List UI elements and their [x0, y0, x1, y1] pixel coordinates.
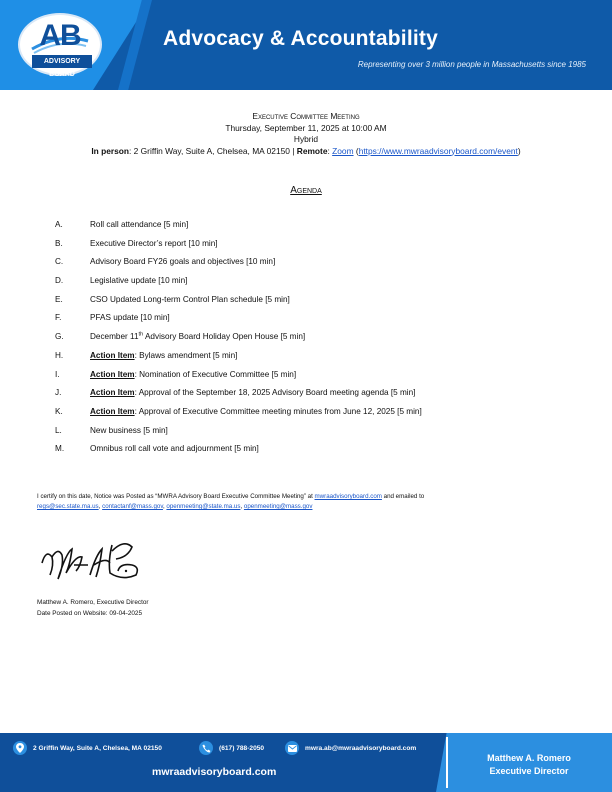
agenda-letter: G.	[55, 332, 64, 342]
advisory-board-logo	[18, 13, 102, 76]
footer-name: Matthew A. Romero	[487, 753, 571, 763]
agenda-letter: B.	[55, 238, 63, 248]
date-posted: Date Posted on Website: 09-04-2025	[37, 609, 143, 617]
email-link[interactable]: openmeeting@mass.gov	[243, 503, 313, 510]
footer-bar	[0, 733, 612, 792]
meeting-title: Executive Committee Meeting	[252, 111, 360, 121]
agenda-item	[55, 443, 422, 462]
agenda-letter: L.	[55, 425, 62, 435]
footer-website[interactable]: mwraadvisoryboard.com	[152, 766, 277, 778]
footer-role: Executive Director	[489, 766, 569, 776]
agenda-text: Omnibus roll call vote and adjournment [5 min]	[90, 444, 259, 454]
agenda-letter: E.	[55, 294, 63, 304]
email-link[interactable]: openmeeting@state.ma.us	[166, 503, 241, 510]
letterhead-banner	[0, 0, 612, 90]
agenda-item	[55, 331, 422, 350]
agenda-text	[90, 406, 422, 425]
action-item-label: Action Item	[90, 369, 135, 379]
footer-email	[285, 741, 416, 755]
agenda-item	[55, 312, 422, 331]
agenda-text-post: : Bylaws amendment [5 min]	[134, 350, 238, 360]
map-pin-icon	[13, 741, 27, 755]
agenda-text	[90, 369, 296, 388]
certify-emails: regs@sec.state.ma.us, contactanf@mass.gov, openmeeting@state.ma.us, openmeeting@mass.gov	[37, 503, 313, 510]
agenda-letter: J.	[55, 388, 62, 398]
agenda-heading: Agenda	[290, 185, 322, 196]
agenda-text-post: Advisory Board Holiday Open House [5 min]	[143, 332, 306, 342]
agenda-item	[55, 350, 422, 369]
meeting-location: In person: 2 Griffin Way, Suite A, Chelsea, MA 02150 | Remote: Zoom (https://www.mwraadvisoryboard.com/event)	[91, 145, 521, 156]
event-url-link[interactable]: https://www.mwraadvisoryboard.com/event	[358, 145, 518, 156]
meeting-format: Hybrid	[293, 134, 319, 144]
handwritten-signature	[36, 535, 146, 585]
zoom-link[interactable]: Zoom	[332, 145, 354, 156]
agenda-text: CSO Updated Long-term Control Plan schedule [5 min]	[90, 294, 290, 304]
footer-address-text: 2 Griffin Way, Suite A, Chelsea, MA 02150	[33, 744, 162, 752]
agenda-text	[90, 387, 415, 406]
agenda-letter: A.	[55, 220, 63, 229]
footer-email-text[interactable]: mwra.ab@mwraadvisoryboard.com	[305, 744, 417, 752]
logo-letters: AB	[39, 19, 81, 52]
meeting-datetime: Thursday, September 11, 2025 at 10:00 AM	[225, 122, 387, 133]
action-item-label: Action Item	[90, 350, 135, 360]
action-item-label: Action Item	[90, 388, 135, 398]
agenda-letter: I.	[55, 369, 60, 379]
posting-certification	[37, 492, 587, 512]
agenda-list	[55, 219, 422, 462]
ordinal-suffix: th	[138, 331, 144, 338]
agenda-text	[90, 350, 237, 369]
agenda-text-post: : Approval of Executive Committee meeting minutes from June 12, 2025 [5 min]	[134, 406, 422, 416]
footer-signatory	[446, 752, 612, 778]
agenda-item	[55, 238, 422, 257]
agenda-text-post: : Nomination of Executive Committee [5 min]	[134, 369, 297, 379]
mail-icon	[285, 741, 299, 755]
agenda-letter: C.	[55, 257, 64, 267]
agenda-text: PFAS update [10 min]	[90, 313, 170, 323]
certify-text: I certify on this date, Notice was Posted as “MWRA Advisory Board Executive Committee Meeting” at	[37, 493, 315, 500]
signer-block	[37, 598, 149, 619]
agenda-item	[55, 425, 422, 444]
action-item-label: Action Item	[90, 406, 135, 416]
remote-label: Remote	[296, 145, 328, 156]
agenda-letter: K.	[55, 406, 63, 416]
agenda-text-post: : Approval of the September 18, 2025 Advisory Board meeting agenda [5 min]	[134, 388, 416, 398]
site-link[interactable]: mwraadvisoryboard.com	[314, 493, 382, 500]
agenda-item	[55, 294, 422, 313]
footer-address	[13, 741, 162, 755]
brand-title: Advocacy & Accountability	[163, 27, 438, 50]
logo-label: ADVISORY BOARD	[32, 55, 92, 68]
signer-name-title: Matthew A. Romero, Executive Director	[37, 599, 149, 606]
remote-sep: :	[327, 145, 333, 156]
agenda-text: Roll call attendance [5 min]	[90, 220, 189, 229]
agenda-item	[55, 275, 422, 294]
agenda-text: Executive Director’s report [10 min]	[90, 238, 218, 248]
agenda-item	[55, 256, 422, 275]
agenda-letter: D.	[55, 276, 64, 286]
agenda-letter: M.	[55, 444, 65, 454]
in-person-label: In person	[91, 145, 130, 156]
agenda-letter: F.	[55, 313, 62, 323]
certify-line-1	[37, 492, 587, 502]
tagline: Representing over 3 million people in Massachusetts since 1985	[357, 60, 586, 69]
agenda-text: Legislative update [10 min]	[90, 276, 188, 286]
agenda-text	[90, 331, 305, 350]
email-link[interactable]: regs@sec.state.ma.us	[37, 503, 99, 510]
agenda-item	[55, 369, 422, 388]
agenda-item	[55, 387, 422, 406]
footer-phone-text: (617) 788-2050	[219, 744, 265, 752]
certify-text-end: and emailed to	[381, 493, 425, 500]
agenda-item	[55, 219, 422, 238]
phone-icon	[199, 741, 213, 755]
meeting-info	[0, 111, 612, 157]
email-link[interactable]: contactanf@mass.gov	[102, 503, 163, 510]
agenda-text-pre: December 11	[90, 332, 139, 342]
agenda-letter: H.	[55, 350, 64, 360]
agenda-text: New business [5 min]	[90, 425, 168, 435]
footer-phone	[199, 741, 264, 755]
in-person-address: : 2 Griffin Way, Suite A, Chelsea, MA 02150 |	[129, 145, 297, 156]
agenda-item	[55, 406, 422, 425]
agenda-text: Advisory Board FY26 goals and objectives [10 min]	[90, 257, 276, 267]
